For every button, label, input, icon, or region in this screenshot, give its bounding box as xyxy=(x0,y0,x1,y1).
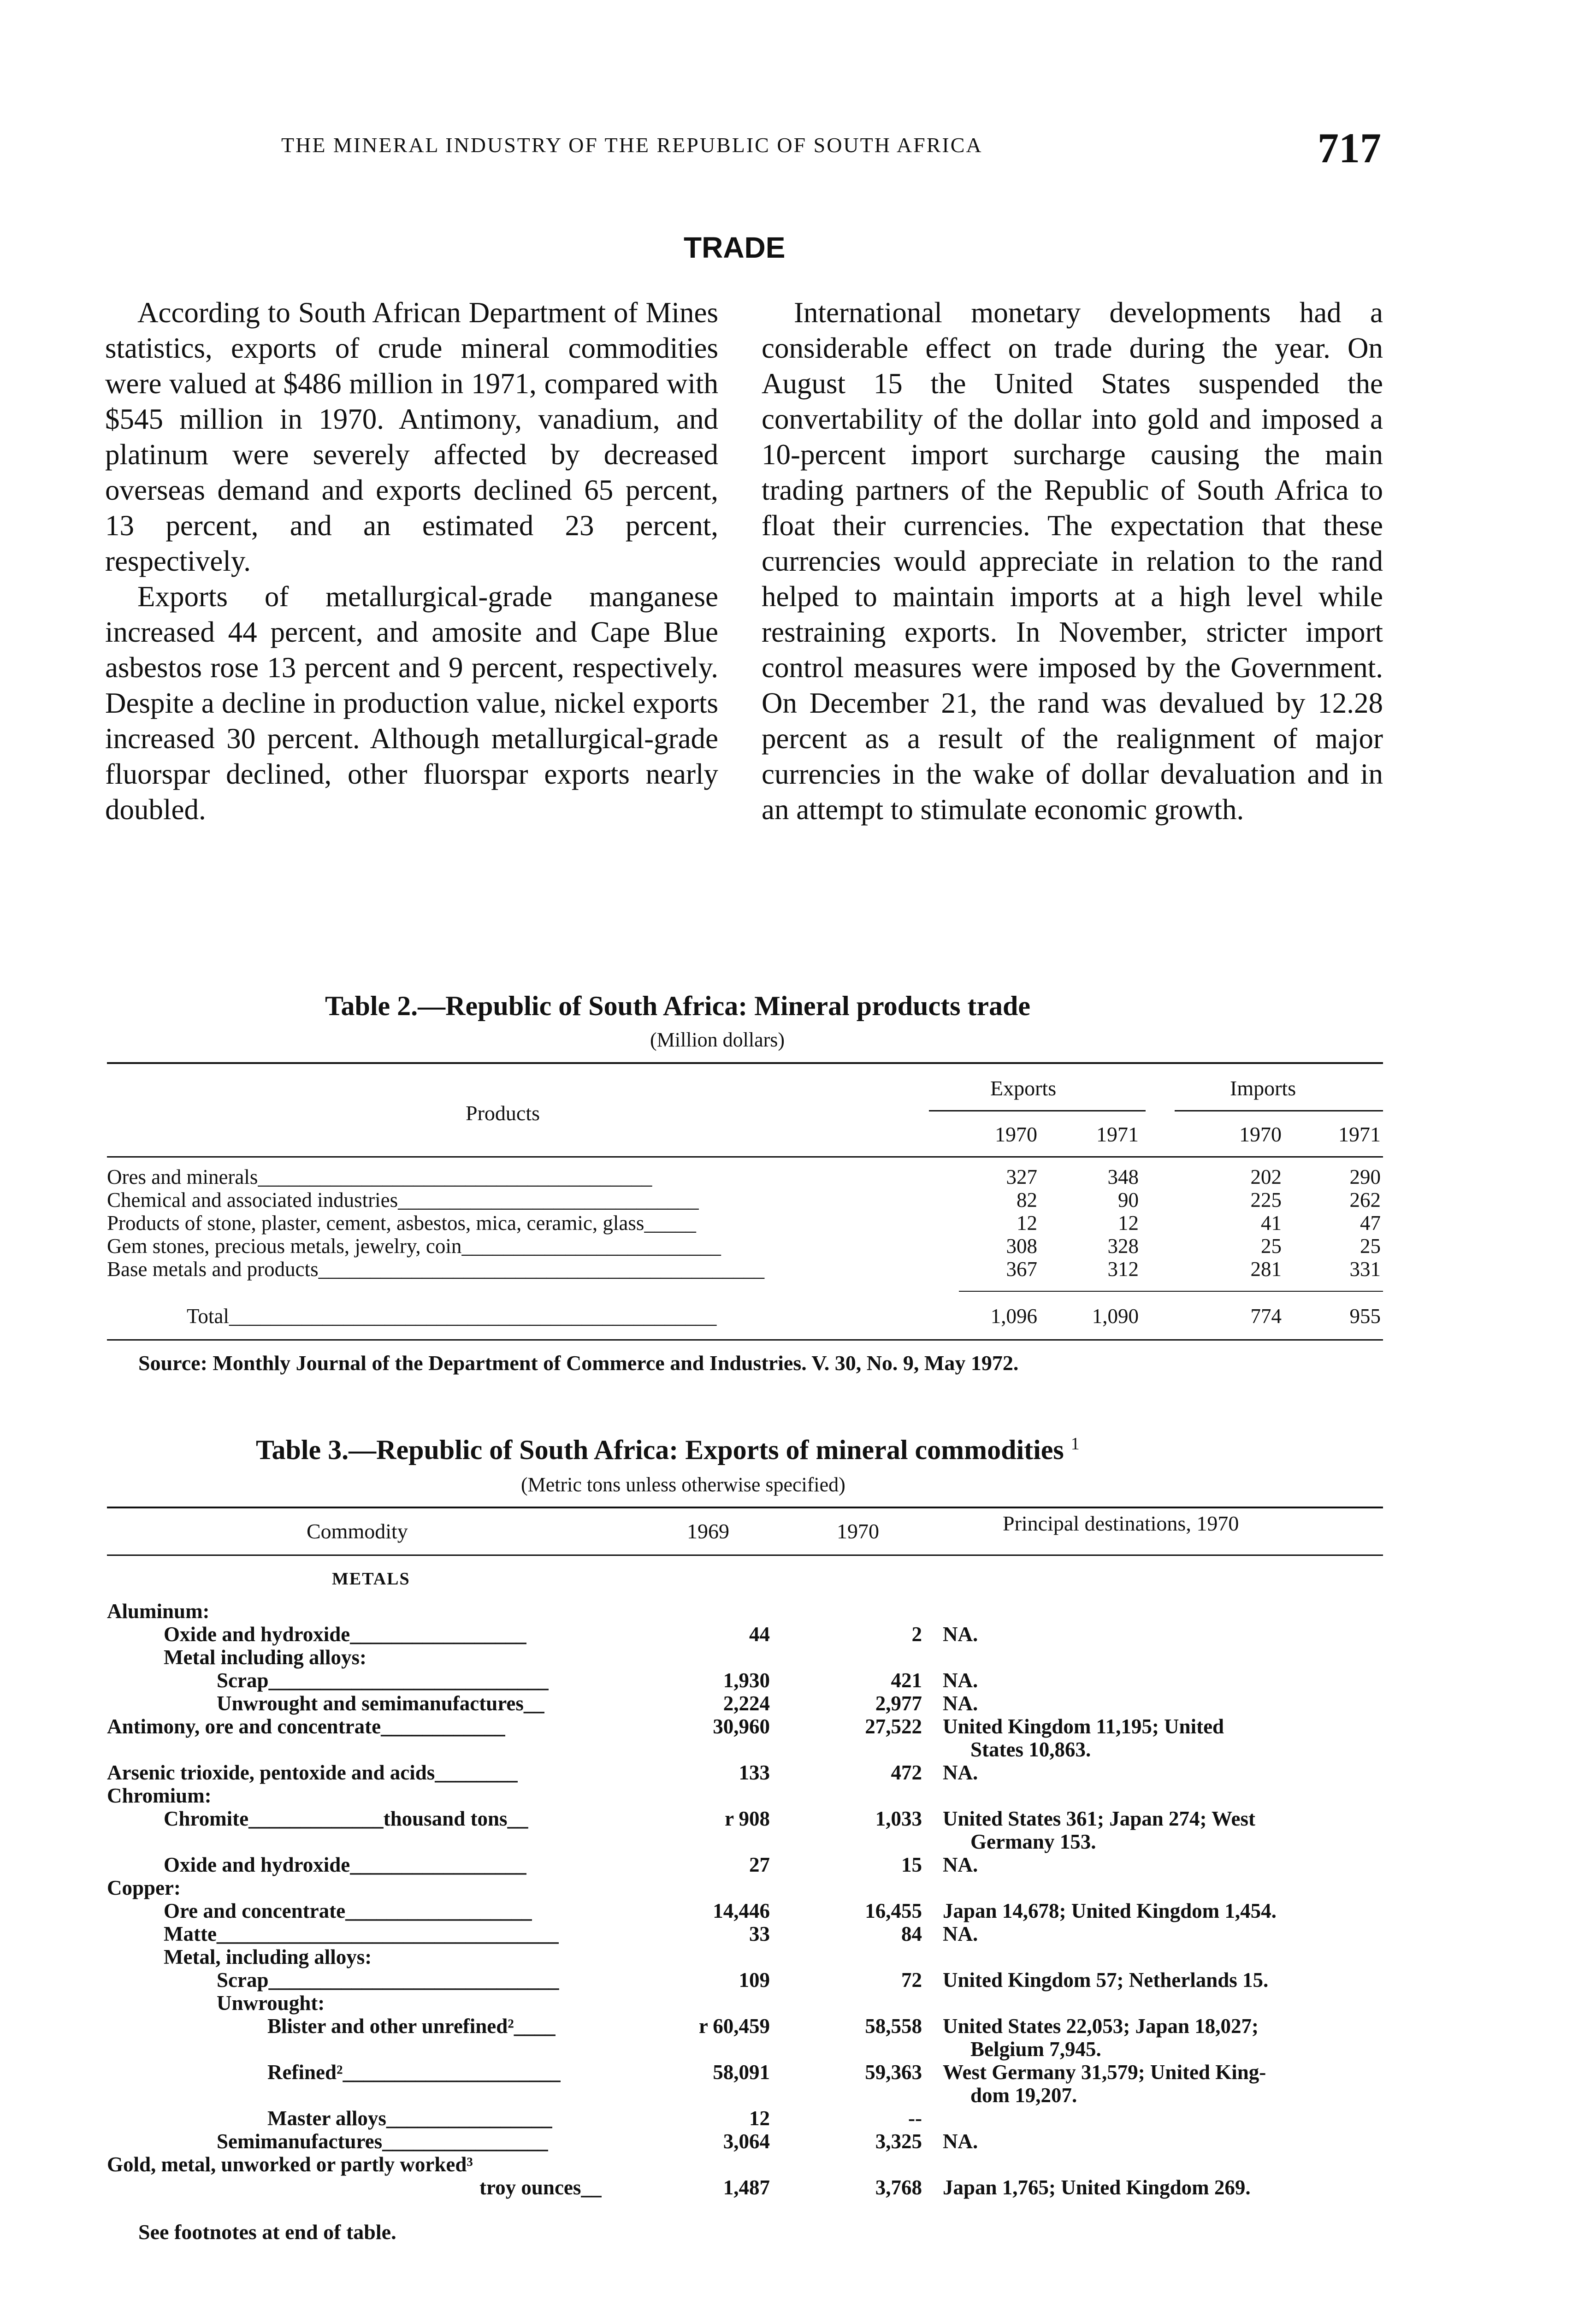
table3-destinations: NA. xyxy=(943,1853,978,1876)
table3-col-destinations: Principal destinations, 1970 xyxy=(1003,1512,1239,1535)
table3-commodity: Copper: xyxy=(107,1876,181,1899)
left-column xyxy=(105,295,718,827)
table2-row-label: Ores and minerals______________________________________ xyxy=(107,1165,652,1188)
table3-commodity: Master alloys________________ xyxy=(267,2107,552,2130)
table2-top-rule xyxy=(107,1062,1383,1064)
table3-commodity: Unwrought and semimanufactures__ xyxy=(217,1692,544,1715)
table3-metals-label: METALS xyxy=(332,1569,410,1589)
paragraph: According to South African Department of Mines statistics, exports of crude mineral commodities were valued at $486 million in 1971, compared with $545 million in 1970. Antimony, vanadium, and platinum were severely affected by decreased overseas demand and exports declined 65 percent, 13 percent, and an estimated 23 percent, respectively. xyxy=(105,296,718,577)
table3-commodity: Gold, metal, unworked or partly worked³ xyxy=(107,2153,473,2176)
table3-1970-value: 59,363 xyxy=(865,2061,922,2084)
table2-row-label: Chemical and associated industries_____________________________ xyxy=(107,1188,699,1212)
table3-commodity: Refined²_____________________ xyxy=(267,2061,561,2084)
table3-commodity: Metal, including alloys: xyxy=(164,1945,372,1968)
table3-commodity: Aluminum: xyxy=(107,1600,210,1623)
table3-col-1970: 1970 xyxy=(837,1519,879,1543)
table3-1969-value: 12 xyxy=(749,2107,770,2130)
table3-1970-value: 421 xyxy=(891,1669,922,1692)
table3-destinations: United Kingdom 11,195; United xyxy=(943,1715,1224,1738)
table2-cell: 290 xyxy=(1349,1165,1381,1188)
table2-cell: 90 xyxy=(1118,1188,1139,1212)
table3-commodity: Chromite_____________thousand tons__ xyxy=(164,1807,528,1830)
table2-row-label: Products of stone, plaster, cement, asbestos, mica, ceramic, glass_____ xyxy=(107,1212,696,1235)
table2-year: 1971 xyxy=(1338,1123,1381,1146)
table3-commodity: Arsenic trioxide, pentoxide and acids________ xyxy=(107,1761,518,1784)
table2-cell: 82 xyxy=(1017,1188,1037,1212)
table2-cell: 25 xyxy=(1261,1235,1282,1258)
table3-destinations: Japan 1,765; United Kingdom 269. xyxy=(943,2176,1251,2199)
table3-commodity: Matte_________________________________ xyxy=(164,1922,559,1945)
table2-cell: 331 xyxy=(1349,1258,1381,1281)
table3-destinations: Japan 14,678; United Kingdom 1,454. xyxy=(943,1899,1277,1922)
table3-commodity: Antimony, ore and concentrate____________ xyxy=(107,1715,506,1738)
table2-total-cell: 1,096 xyxy=(990,1305,1037,1328)
table3-commodity: Ore and concentrate__________________ xyxy=(164,1899,532,1922)
table3-top-rule xyxy=(107,1507,1383,1508)
table3-1970-value: -- xyxy=(908,2107,922,2130)
table3-destinations: United States 361; Japan 274; West xyxy=(943,1807,1255,1830)
table3-destinations-cont: Germany 153. xyxy=(970,1830,1096,1853)
table3-1970-value: 58,558 xyxy=(865,2015,922,2038)
table2-col-products: Products xyxy=(466,1101,540,1125)
table2-cell: 262 xyxy=(1349,1188,1381,1212)
table2-cell: 12 xyxy=(1118,1212,1139,1235)
table2-subtitle: (Million dollars) xyxy=(650,1028,785,1051)
table2-cell: 327 xyxy=(1006,1165,1037,1188)
table2-year: 1970 xyxy=(995,1123,1037,1146)
table2-exports-rule xyxy=(929,1110,1146,1111)
table3-commodity: Scrap____________________________ xyxy=(217,1968,559,1992)
table3-1969-value: 1,487 xyxy=(723,2176,770,2199)
table3-1969-value: r 908 xyxy=(725,1807,770,1830)
table2-cell: 367 xyxy=(1006,1258,1037,1281)
table3-destinations: NA. xyxy=(943,1692,978,1715)
paragraph: Exports of metallurgical-grade manganese increased 44 percent, and amosite and Cape Blue asbestos rose 13 percent and 9 percent, respectively. Despite a decline in production value, nickel exports increased 30 percent. Although metallurgical-grade fluorspar declined, other fluorspar exports nearly doubled. xyxy=(105,580,718,826)
table3-commodity: Blister and other unrefined²____ xyxy=(267,2015,556,2038)
table3-commodity: Scrap___________________________ xyxy=(217,1669,549,1692)
table3-1970-value: 3,325 xyxy=(875,2130,922,2153)
table3-destinations: NA. xyxy=(943,1669,978,1692)
table2-bottom-rule xyxy=(107,1339,1383,1341)
table3-1969-value: 27 xyxy=(749,1853,770,1876)
table2-imports-rule xyxy=(1175,1110,1383,1111)
table3-1970-value: 27,522 xyxy=(865,1715,922,1738)
table3-destinations-cont: States 10,863. xyxy=(970,1738,1091,1761)
table3-commodity: troy ounces__ xyxy=(479,2176,602,2199)
table3-footnote-ref: See footnotes at end of table. xyxy=(138,2220,396,2244)
table3-col-commodity: Commodity xyxy=(307,1519,408,1543)
table3-1970-value: 2,977 xyxy=(875,1692,922,1715)
table3-1969-value: 14,446 xyxy=(713,1899,770,1922)
table2-row-label: Base metals and products___________________________________________ xyxy=(107,1258,765,1281)
table3-1969-value: 44 xyxy=(749,1623,770,1646)
table2-total-cell: 955 xyxy=(1349,1305,1381,1328)
table2-cell: 281 xyxy=(1250,1258,1282,1281)
table3-destinations: NA. xyxy=(943,1922,978,1945)
page-number: 717 xyxy=(1318,124,1381,171)
table2-year: 1971 xyxy=(1096,1123,1139,1146)
table2-subtotal-rule xyxy=(959,1291,1383,1292)
table2-col-exports: Exports xyxy=(990,1076,1057,1100)
table3-destinations: West Germany 31,579; United King- xyxy=(943,2061,1266,2084)
table2-total-cell: 774 xyxy=(1250,1305,1282,1328)
table3-commodity: Semimanufactures________________ xyxy=(217,2130,549,2153)
table2-header-rule xyxy=(107,1156,1383,1158)
table2-cell: 41 xyxy=(1261,1212,1282,1235)
table3-destinations-cont: Belgium 7,945. xyxy=(970,2038,1101,2061)
table3-destinations: United States 22,053; Japan 18,027; xyxy=(943,2015,1259,2038)
section-title: TRADE xyxy=(684,231,786,264)
table3-1969-value: 1,930 xyxy=(723,1669,770,1692)
table3-1969-value: 109 xyxy=(739,1968,770,1992)
table3-1970-value: 472 xyxy=(891,1761,922,1784)
table3-destinations: NA. xyxy=(943,1761,978,1784)
table3-1970-value: 15 xyxy=(901,1853,922,1876)
table3-1969-value: 3,064 xyxy=(723,2130,770,2153)
table3-1970-value: 84 xyxy=(901,1922,922,1945)
table3-1970-value: 72 xyxy=(901,1968,922,1992)
table2-cell: 202 xyxy=(1250,1165,1282,1188)
table3-title xyxy=(256,1434,1080,1466)
table3-destinations-cont: dom 19,207. xyxy=(970,2084,1077,2107)
table2-cell: 225 xyxy=(1250,1188,1282,1212)
right-column xyxy=(762,295,1383,827)
table3-1969-value: 133 xyxy=(739,1761,770,1784)
table2-total-cell: 1,090 xyxy=(1092,1305,1139,1328)
table3-destinations: United Kingdom 57; Netherlands 15. xyxy=(943,1968,1269,1992)
table3-destinations: NA. xyxy=(943,1623,978,1646)
table2-cell: 47 xyxy=(1360,1212,1381,1235)
paragraph: International monetary developments had a considerable effect on trade during the year. On August 15 the United States suspended the convertability of the dollar into gold and imposed a 10-percent import surcharge causing the main trading partners of the Republic of South Africa to float their currencies. The expectation that these currencies would appreciate in relation to the rand helped to maintain imports at a high level while restraining exports. In November, stricter import control measures were imposed by the Government. On December 21, the rand was devalued by 12.28 percent as a result of the realignment of major currencies in the wake of dollar devaluation and in an attempt to stimulate economic growth. xyxy=(762,296,1383,826)
table3-1970-value: 16,455 xyxy=(865,1899,922,1922)
table3-subtitle: (Metric tons unless otherwise specified) xyxy=(521,1473,845,1496)
table3-header-rule xyxy=(107,1554,1383,1556)
table2-cell: 348 xyxy=(1107,1165,1139,1188)
running-head: THE MINERAL INDUSTRY OF THE REPUBLIC OF SOUTH AFRICA xyxy=(281,133,983,157)
table3-title-text: Table 3.—Republic of South Africa: Exports of mineral commodities xyxy=(256,1435,1064,1465)
table3-1969-value: r 60,459 xyxy=(698,2015,770,2038)
table2-col-imports: Imports xyxy=(1230,1076,1296,1100)
table3-1970-value: 1,033 xyxy=(875,1807,922,1830)
table3-1969-value: 33 xyxy=(749,1922,770,1945)
table3-1970-value: 2 xyxy=(911,1623,922,1646)
table3-1969-value: 30,960 xyxy=(713,1715,770,1738)
table3-commodity: Unwrought: xyxy=(217,1992,325,2015)
table2-title: Table 2.—Republic of South Africa: Mineral products trade xyxy=(325,991,1031,1021)
table2-year: 1970 xyxy=(1239,1123,1282,1146)
table3-1969-value: 2,224 xyxy=(723,1692,770,1715)
table3-commodity: Chromium: xyxy=(107,1784,212,1807)
table3-title-footnote: 1 xyxy=(1070,1434,1080,1454)
table2-cell: 308 xyxy=(1006,1235,1037,1258)
table3-destinations: NA. xyxy=(943,2130,978,2153)
table3-col-1969: 1969 xyxy=(687,1519,729,1543)
table2-cell: 12 xyxy=(1017,1212,1037,1235)
table3-1970-value: 3,768 xyxy=(875,2176,922,2199)
table2-row-label: Gem stones, precious metals, jewelry, coin_________________________ xyxy=(107,1235,721,1258)
table2-source: Source: Monthly Journal of the Department of Commerce and Industries. V. 30, No. 9, May 1972. xyxy=(138,1351,1019,1375)
table3-commodity: Metal including alloys: xyxy=(164,1646,367,1669)
table3-1969-value: 58,091 xyxy=(713,2061,770,2084)
table2-cell: 312 xyxy=(1107,1258,1139,1281)
table2-cell: 25 xyxy=(1360,1235,1381,1258)
table2-total-label: Total_______________________________________________ xyxy=(187,1305,717,1328)
table3-commodity: Oxide and hydroxide_________________ xyxy=(164,1623,526,1646)
table3-commodity: Oxide and hydroxide_________________ xyxy=(164,1853,526,1876)
table2-cell: 328 xyxy=(1107,1235,1139,1258)
